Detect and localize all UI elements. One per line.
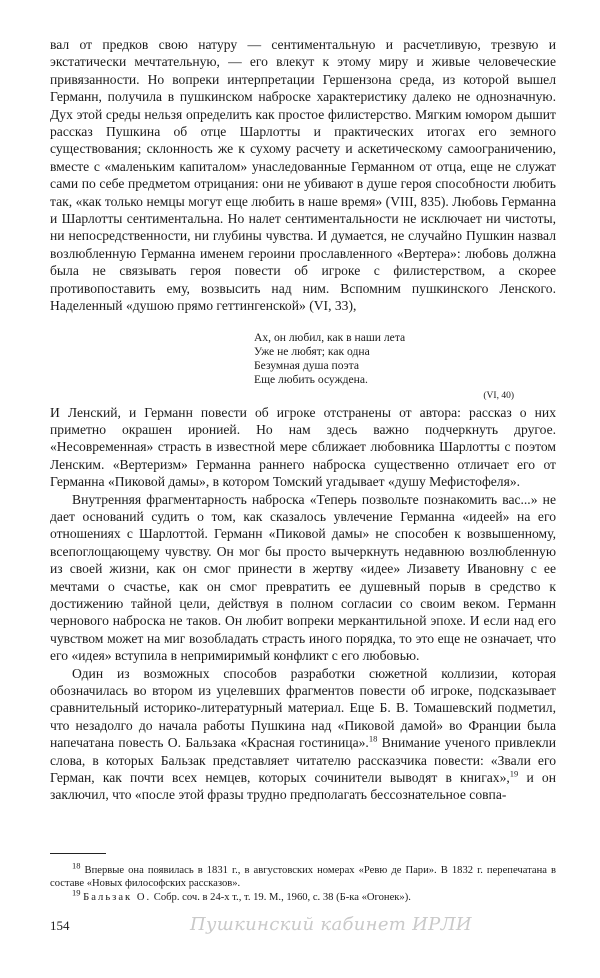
footnote-19-number: 19 (72, 887, 81, 898)
footnote-ref-18[interactable]: 18 (368, 733, 378, 744)
poem-reference: (VI, 40) (483, 391, 514, 402)
poem-line-2: Уже не любят; как одна (254, 344, 370, 358)
footnote-18 (50, 860, 557, 891)
footnote-divider (50, 853, 106, 854)
watermark: Пушкинский кабинет ИРЛИ (190, 914, 472, 935)
paragraph-1: вал от предков свою натуру — сентиментальную и расчетливую, трезвую и экстатически мечтательную, — его влекут к этому миру и живые человеческие привязанности. Но вопреки интерпретации Гершензона среда, из которой вышел Германн, получила в пушкинском наброске характеристику далеко не однозначную. Дух этой среды нельзя определить как простое филистерство. Мягким юмором дышит рассказ Пушкина об отце Шарлотты и практических итогах его земного существования; склонность же к сухому расчету и аскетическому самоограничению, вместе с «маленьким капиталом» унаследованные Германном от отца, еще не служат сами по себе предметом отрицания: они не убивают в душе героя способности любить так, «как только немцы могут еще любить в наше время» (VIII, 835). Любовь Германна и Шарлотты сентиментальна. Но налет сентиментальности не исключает ни чистоты, ни непосредственности, ни глубины чувства. И думается, не случайно Пушкин назвал возлюбленную Германна именем героини прославленного «Вертера»: любовь должна была не связывать героя повести об игроке с филистерством, а скорее противопоставить ему, возвысить над ним. Вспомним пушкинского Ленского. Наделенный «душою прямо геттингенской» (VI, 33), (50, 37, 556, 314)
poem-line-4: Еще любить осуждена. (254, 373, 368, 387)
footnotes (50, 860, 557, 904)
footnote-19 (50, 887, 556, 904)
footnote-19-author: Бальзак О. (83, 891, 152, 903)
main-text (50, 36, 556, 804)
footnote-ref-19[interactable]: 19 (509, 768, 519, 779)
paragraph-4-part-2: Внимание ученого привлекли слова, в которых Бальзак представляет читателю рассказчика повести: «Звали его Герман, как почти всех немцев, которых сочинители выводят в книгах», (50, 735, 556, 786)
paragraph-3: Внутренняя фрагментарность наброска «Теперь позвольте познакомить вас...» не дает оснований судить о том, как сказалось увлечение Германна «идеей» на его отношениях с Шарлоттой. Германн «Пиковой дамы» не способен к возвышенному, всепоглощающему чувству. Он мог бы просто вычеркнуть недавнюю возлюбленную из своей жизни, как он смог принести в жертву «идее» Лизавету Ивановну с ее мечтами о счастье, как он смог превратить ее душевный порыв в средство к достижению тайной цели, действуя в полном согласии со своим веком. Германн чернового наброска не таков. Он любит вопреки меркантильной эпохе. И если над его чувством может на миг возобладать страсть иного порядка, то это еще не означает, что его «идея» вступила в непримиримый конфликт с его любовью. (50, 491, 556, 664)
paragraph-4-part-1: Один из возможных способов разработки сюжетной коллизии, которая обозначилась во втором из уцелевших фрагментов повести об игроке, подсказывает сравнительный историко-литературный материал. Еще Б. В. Томашевский подметил, что незадолго до начала работы Пушкина над «Пиковой дамой» во Франции была напечатана повесть О. Бальзака «Красная гостиница». (50, 665, 556, 751)
footnote-18-number: 18 (72, 860, 81, 871)
poem-line-1: Ах, он любил, как в наши лета (254, 330, 406, 344)
footnote-18-text: Впервые она появилась в 1831 г., в августовских номерах «Ревю де Пари». В 1832 г. перепечатана в составе «Новых философских рассказов». (50, 865, 557, 890)
paragraph-2: И Ленский, и Германн повести об игроке отстранены от автора: рассказ о них приметно окрашен иронией. Но нам здесь важно подчеркнуть другое. «Несовременная» страсть в известной мере сближает любовника Шарлотты с поэтом Ленским. «Вертеризм» Германна раннего наброска существенно отличает его от Германна «Пиковой дамы», в котором Томский угадывает «душу Мефистофеля». (50, 404, 556, 490)
footnote-19-text: Собр. соч. в 24-х т., т. 19. М., 1960, с. 38 (Б-ка «Огонек»). (153, 891, 411, 903)
poem-line-3: Безумная душа поэта (254, 358, 359, 372)
paragraph-4-part-3: и он заключил, что «после этой фразы трудно предполагать бессознательное совпа- (50, 770, 556, 803)
poem-quote (254, 331, 514, 404)
page-number: 154 (50, 918, 70, 933)
paragraph-4 (50, 665, 556, 804)
